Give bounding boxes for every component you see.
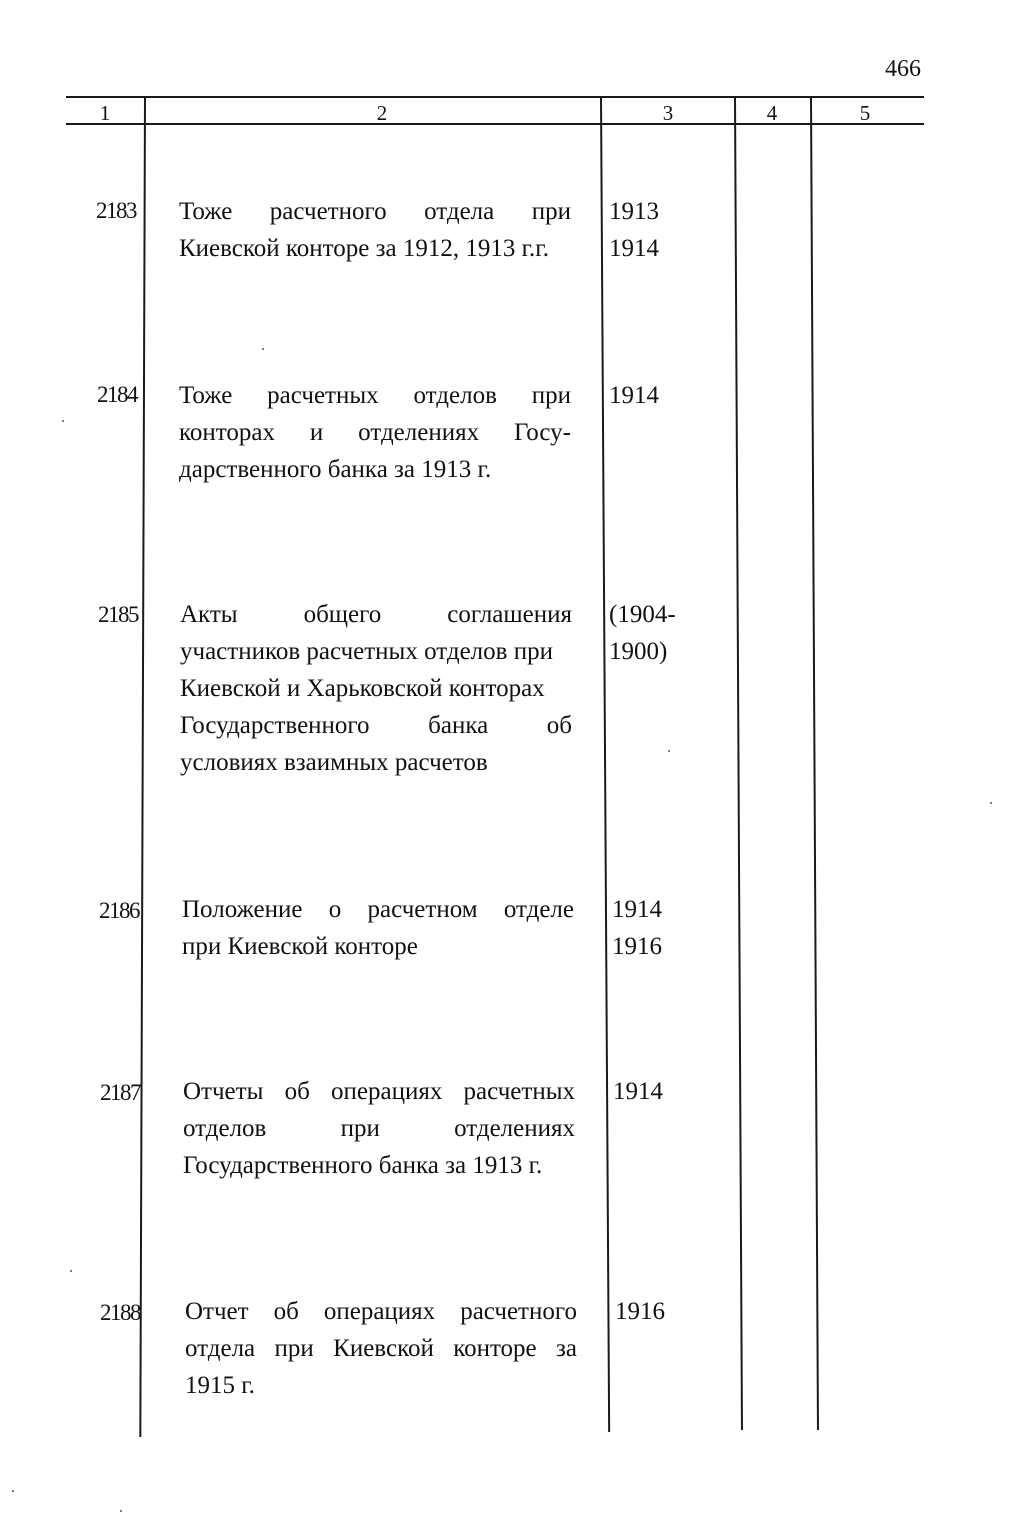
column-header-3: 3 [662, 101, 674, 125]
record-date: 1914 [609, 382, 659, 409]
record-title [185, 1293, 577, 1404]
record-number: 2188 [100, 1300, 140, 1325]
scan-speck [70, 1270, 72, 1272]
column-header-4: 4 [766, 101, 778, 125]
record-title-line: отдела при Киевской конторе за [185, 1335, 577, 1362]
record-title-line: Киевской и Харьковской конторах [180, 675, 545, 702]
column-divider-2 [600, 97, 610, 1432]
header-bottom-rule [66, 123, 924, 125]
column-divider-3 [734, 97, 742, 1430]
scan-speck [668, 750, 670, 752]
record-title-line: Киевской конторе за 1912, 1913 г.г. [179, 235, 549, 262]
record-date: 1916 [612, 933, 662, 960]
column-divider-1 [139, 97, 145, 1437]
record-title [179, 377, 571, 488]
column-header-1: 1 [99, 101, 111, 125]
column-header-5: 5 [859, 101, 871, 125]
record-title-line: Тоже расчетных отделов при [179, 382, 571, 409]
scan-speck [12, 1490, 14, 1492]
record-title-line: отделов при отделениях [183, 1115, 575, 1142]
record-title-line: Государственного банка за 1913 г. [183, 1152, 543, 1179]
record-title-line: Отчеты об операциях расчетных [183, 1078, 575, 1105]
record-title-line: Отчет об операциях расчетного [185, 1298, 577, 1325]
scan-speck [120, 1510, 122, 1512]
record-dates [609, 193, 659, 267]
record-date: 1914 [609, 235, 659, 262]
header-top-rule [66, 96, 924, 98]
column-header-2: 2 [376, 101, 388, 125]
record-number: 2186 [99, 898, 139, 923]
record-title-line: условиях взаимных расчетов [180, 749, 488, 776]
record-title-line: 1915 г. [185, 1372, 255, 1399]
page-number: 466 [885, 56, 921, 82]
record-title [180, 596, 572, 781]
record-dates [615, 1293, 665, 1330]
record-date: 1913 [609, 198, 659, 225]
record-title-line: дарственного банка за 1913 г. [179, 456, 492, 483]
record-title-line: Тоже расчетного отдела при [179, 198, 571, 225]
record-title-line: Акты общего соглашения [180, 601, 572, 628]
record-dates [609, 377, 659, 414]
record-number: 2184 [97, 382, 137, 407]
record-dates [612, 891, 662, 965]
column-divider-4 [810, 97, 818, 1430]
record-title-line: участников расчетных отделов при [180, 638, 553, 665]
record-title [182, 891, 574, 965]
scan-speck [262, 348, 264, 350]
record-date: 1914 [612, 896, 662, 923]
record-dates [613, 1073, 663, 1110]
scan-speck [62, 420, 64, 422]
record-number: 2183 [96, 198, 136, 223]
record-title-line: конторах и отделениях Госу- [179, 419, 571, 446]
record-title [179, 193, 571, 267]
record-date: 1900) [609, 638, 668, 665]
record-title-line: Государственного банка об [180, 712, 572, 739]
record-title-line: при Киевской конторе [182, 933, 418, 960]
record-title [183, 1073, 575, 1184]
record-title-line: Положение о расчетном отделе [182, 896, 574, 923]
scan-speck [990, 802, 992, 804]
record-date: 1916 [615, 1298, 665, 1325]
record-date: (1904- [609, 601, 676, 628]
record-number: 2185 [98, 602, 138, 627]
record-dates [609, 596, 676, 670]
record-date: 1914 [613, 1078, 663, 1105]
record-number: 2187 [100, 1080, 140, 1105]
